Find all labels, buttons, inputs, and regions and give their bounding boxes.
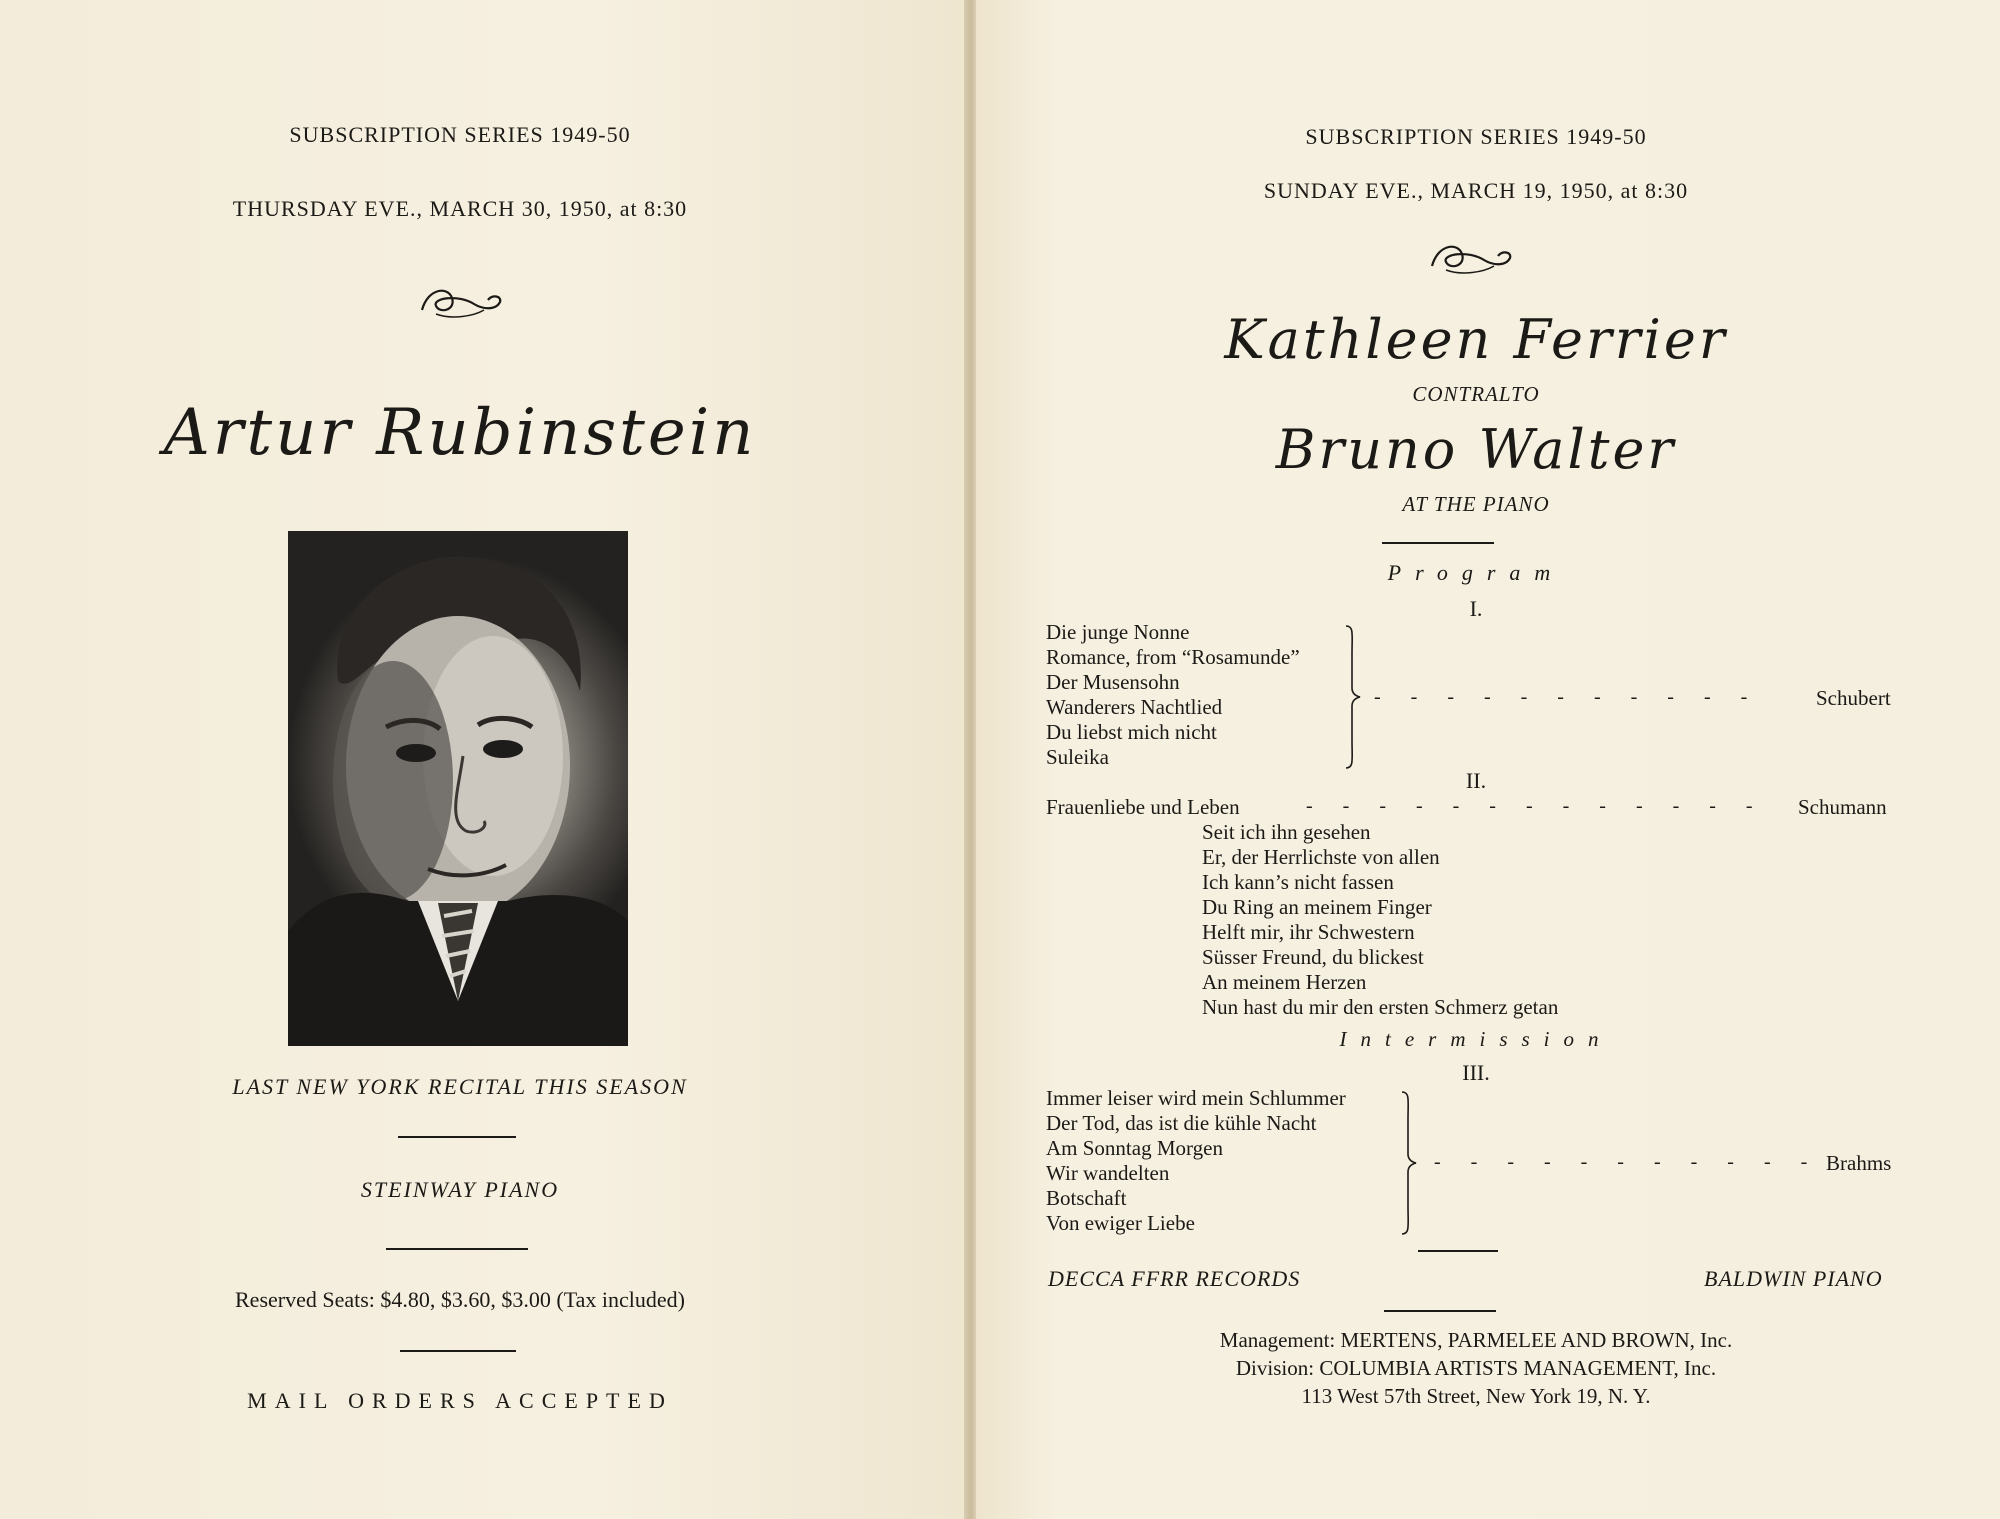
song-item: Seit ich ihn gesehen [1202, 820, 1371, 844]
divider-rule [1382, 542, 1494, 544]
records-credit: DECCA FFRR RECORDS [1048, 1266, 1301, 1291]
song-item: Süsser Freund, du blickest [1202, 945, 1424, 969]
song-item: Suleika [1046, 745, 1109, 769]
ticket-prices: Reserved Seats: $4.80, $3.60, $3.00 (Tax included) [235, 1287, 685, 1312]
divider-rule [1418, 1250, 1498, 1252]
divider-rule [398, 1136, 516, 1138]
song-item: Du liebst mich nicht [1046, 720, 1217, 744]
flourish-ornament [418, 280, 504, 326]
song-item: Ich kann’s nicht fassen [1202, 870, 1394, 894]
artist-portrait-photo [288, 531, 628, 1046]
divider-rule [1384, 1310, 1496, 1312]
piano-credit: BALDWIN PIANO [1704, 1266, 1883, 1291]
song-item: Der Musensohn [1046, 670, 1180, 694]
pianist-role: AT THE PIANO [1402, 492, 1550, 516]
left-series-title: SUBSCRIPTION SERIES 1949-50 [289, 122, 631, 147]
part-three-numeral: III. [1462, 1060, 1490, 1085]
singer-name: Kathleen Ferrier [1224, 308, 1728, 371]
leader-dots: - - - - - - - - - - - [1434, 1151, 1808, 1173]
left-tagline: LAST NEW YORK RECITAL THIS SEASON [232, 1074, 688, 1099]
song-item: An meinem Herzen [1202, 970, 1367, 994]
song-cycle-title: Frauenliebe und Leben [1046, 795, 1240, 819]
composer-name: Brahms [1826, 1151, 1892, 1175]
divider-rule [400, 1350, 516, 1352]
song-item: Du Ring an meinem Finger [1202, 895, 1432, 919]
song-item: Von ewiger Liebe [1046, 1211, 1195, 1235]
right-series-title: SUBSCRIPTION SERIES 1949-50 [1305, 124, 1647, 149]
divider-rule [386, 1248, 528, 1250]
song-item: Am Sonntag Morgen [1046, 1136, 1223, 1160]
management-line: Division: COLUMBIA ARTISTS MANAGEMENT, Inc. [1235, 1356, 1717, 1380]
left-piano-credit: STEINWAY PIANO [360, 1177, 560, 1202]
left-program-page [0, 0, 968, 1519]
song-item: Immer leiser wird mein Schlummer [1046, 1086, 1346, 1110]
intermission-label: Intermission [1339, 1027, 1613, 1051]
management-address: 113 West 57th Street, New York 19, N. Y. [1301, 1384, 1651, 1408]
mail-orders-notice: MAIL ORDERS ACCEPTED [247, 1388, 673, 1413]
composer-name: Schumann [1798, 795, 1887, 819]
management-line: Management: MERTENS, PARMELEE AND BROWN, Inc. [1219, 1328, 1733, 1352]
song-item: Helft mir, ihr Schwestern [1202, 920, 1415, 944]
leader-dots: - - - - - - - - - - - - - [1306, 795, 1753, 817]
leader-dots: - - - - - - - - - - - [1374, 686, 1748, 708]
left-concert-date: THURSDAY EVE., MARCH 30, 1950, at 8:30 [232, 196, 688, 221]
singer-role: CONTRALTO [1412, 382, 1540, 406]
song-item: Er, der Herrlichste von allen [1202, 845, 1440, 869]
composer-name: Schubert [1816, 686, 1891, 710]
song-item: Botschaft [1046, 1186, 1127, 1210]
pianist-name: Bruno Walter [1275, 418, 1677, 481]
program-heading: Program [1387, 560, 1565, 585]
brace-bracket [1344, 624, 1364, 770]
song-item: Die junge Nonne [1046, 620, 1190, 644]
part-two-numeral: II. [1465, 768, 1487, 793]
flourish-ornament [1428, 236, 1514, 282]
right-concert-date: SUNDAY EVE., MARCH 19, 1950, at 8:30 [1263, 178, 1689, 203]
brace-bracket [1400, 1090, 1420, 1236]
song-item: Nun hast du mir den ersten Schmerz getan [1202, 995, 1559, 1019]
song-item: Wanderers Nachtlied [1046, 695, 1223, 719]
part-one-numeral: I. [1469, 596, 1483, 621]
song-item: Wir wandelten [1046, 1161, 1170, 1185]
left-artist-name: Artur Rubinstein [163, 396, 757, 470]
song-item: Romance, from “Rosamunde” [1046, 645, 1300, 669]
right-program-page [976, 0, 2000, 1519]
song-item: Der Tod, das ist die kühle Nacht [1046, 1111, 1317, 1135]
